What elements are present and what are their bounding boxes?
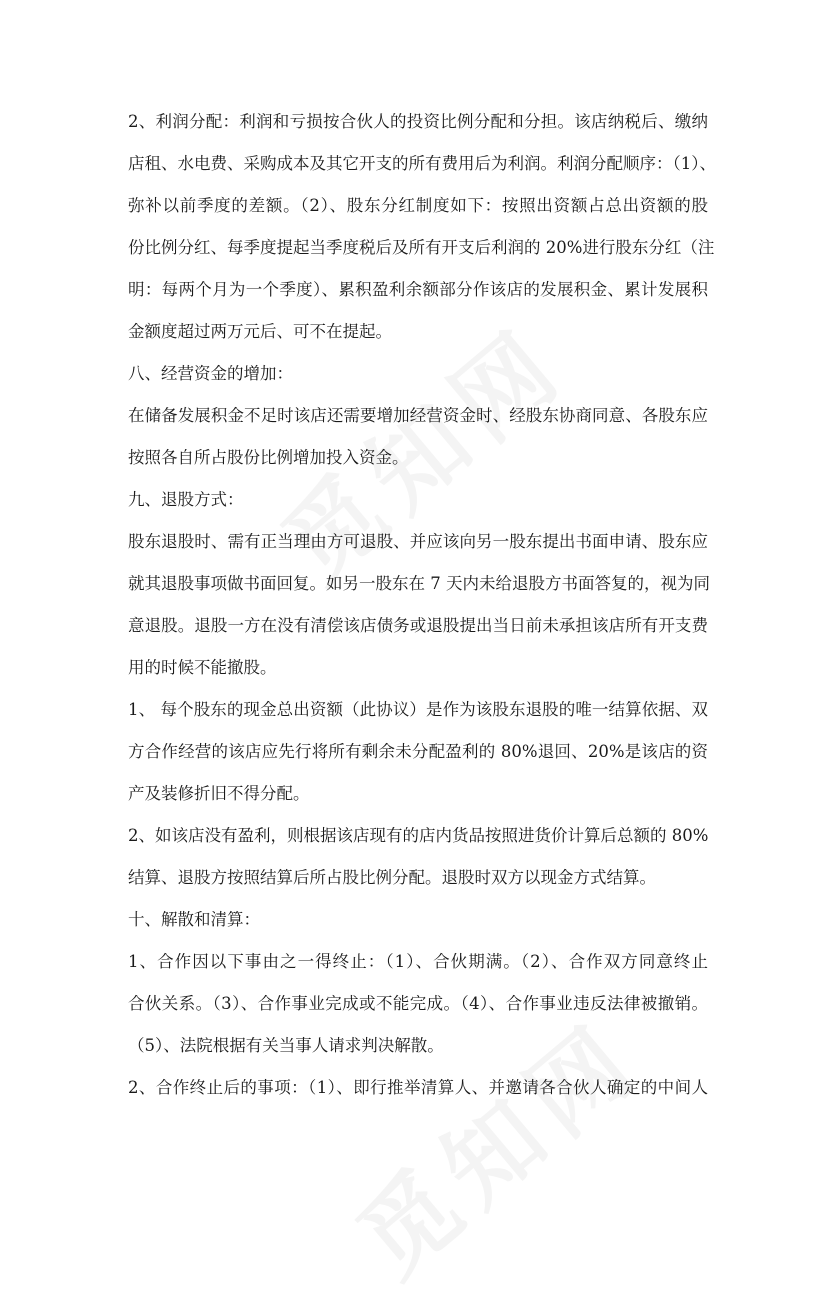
paragraph-line: 合伙关系。（3）、合作事业完成或不能完成。（4）、合作事业违反法律被撤销。 [128, 994, 708, 1013]
paragraph-line: 店租、水电费、采购成本及其它开支的所有费用后为利润。利润分配顺序：（1）、 [128, 154, 716, 173]
paragraph-line: 明：每两个月为一个季度）、累积盈利余额部分作该店的发展积金、累计发展积 [128, 280, 708, 299]
paragraph-line: 在储备发展积金不足时该店还需要增加经营资金时、经股东协商同意、各股东应 [128, 406, 708, 425]
paragraph-line: 1、合作因以下事由之一得终止：（1）、合伙期满。（2）、合作双方同意终止 [128, 952, 708, 971]
paragraph-line: 金额度超过两万元后、可不在提起。 [128, 322, 392, 341]
paragraph-line: 产及装修折旧不得分配。 [128, 784, 310, 803]
paragraph-line: 份比例分红、每季度提起当季度税后及所有开支后利润的 20%进行股东分红（注 [128, 238, 715, 257]
paragraph-line: 用的时候不能撤股。 [128, 658, 277, 677]
paragraph-line: （5）、法院根据有关当事人请求判决解散。 [128, 1036, 444, 1055]
paragraph-line: 按照各自所占股份比例增加投入资金。 [128, 448, 409, 467]
paragraph-line: 弥补以前季度的差额。（2）、股东分红制度如下：按照出资额占总出资额的股 [128, 196, 708, 215]
paragraph-line: 就其退股事项做书面回复。如另一股东在 7 天内未给退股方书面答复的，视为同 [128, 574, 710, 593]
paragraph-line: 方合作经营的该店应先行将所有剩余未分配盈利的 80%退回、20%是该店的资 [128, 742, 708, 761]
paragraph-line: 1、 每个股东的现金总出资额（此协议）是作为该股东退股的唯一结算依据、双 [128, 700, 708, 719]
paragraph-line: 2、利润分配：利润和亏损按合伙人的投资比例分配和分担。该店纳税后、缴纳 [128, 112, 708, 131]
paragraph-line: 结算、退股方按照结算后所占股比例分配。退股时双方以现金方式结算。 [128, 868, 656, 887]
section-heading: 九、退股方式： [128, 490, 244, 509]
section-heading: 八、经营资金的增加： [128, 364, 293, 383]
paragraph-line: 2、如该店没有盈利，则根据该店现有的店内货品按照进货价计算后总额的 80% [128, 826, 709, 845]
paragraph-line: 意退股。退股一方在没有清偿该店债务或退股提出当日前未承担该店所有开支费 [128, 616, 708, 635]
section-heading: 十、解散和清算： [128, 910, 260, 929]
paragraph-line: 2、合作终止后的事项：（1）、即行推举清算人、并邀请各合伙人确定的中间人 [128, 1078, 708, 1097]
paragraph-line: 股东退股时、需有正当理由方可退股、并应该向另一股东提出书面申请、股东应 [128, 532, 708, 551]
watermark [325, 985, 666, 1302]
